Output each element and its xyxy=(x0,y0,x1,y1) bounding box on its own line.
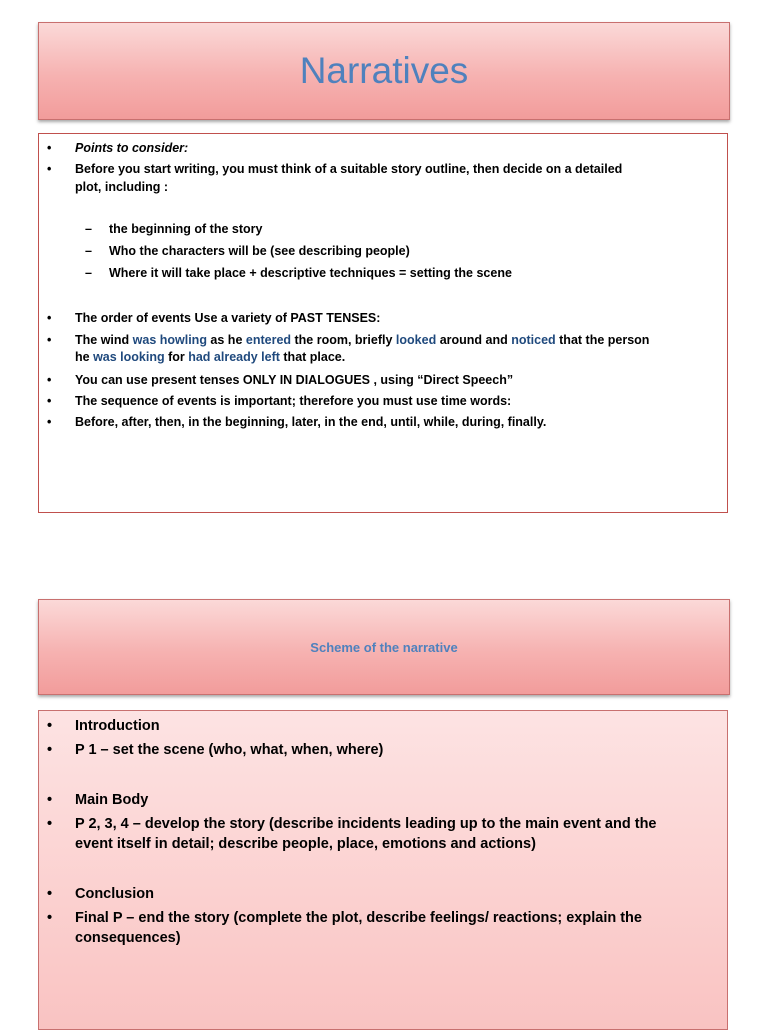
final-paragraph-line-2: consequences) xyxy=(75,930,181,946)
example-text: as he xyxy=(206,333,246,347)
example-text: the room, briefly xyxy=(291,333,396,347)
scheme-banner xyxy=(38,599,730,695)
paragraph-1: P 1 – set the scene (who, what, when, where) xyxy=(75,742,384,758)
present-tense-note: You can use present tenses ONLY IN DIALOGUES , using “Direct Speech” xyxy=(75,373,514,387)
bullet: • xyxy=(47,415,52,429)
order-of-events: The order of events Use a variety of PAST TENSES: xyxy=(75,311,381,325)
title-banner xyxy=(38,22,730,120)
bullet: • xyxy=(47,816,53,832)
example-text: The wind xyxy=(75,333,133,347)
page-title: Narratives xyxy=(299,50,469,91)
bullet: • xyxy=(47,394,52,408)
bullet: • xyxy=(47,910,53,926)
bullet: • xyxy=(47,718,53,734)
highlighted-verb: was howling xyxy=(132,333,207,347)
highlighted-verb: entered xyxy=(245,333,292,347)
dash: – xyxy=(85,222,92,236)
time-words: Before, after, then, in the beginning, later, in the end, until, while, during, finally. xyxy=(75,415,547,429)
paragraphs-2-4-line-2: event itself in detail; describe people, place, emotions and actions) xyxy=(75,836,536,852)
example-text: that place. xyxy=(279,350,346,364)
final-paragraph-line-1: Final P – end the story (complete the plot, describe feelings/ reactions; explain the xyxy=(75,910,642,926)
highlighted-verb: had already left xyxy=(188,350,280,364)
bullet: • xyxy=(47,373,52,387)
bullet: • xyxy=(47,792,53,808)
intro-line-1: Before you start writing, you must think of a suitable story outline, then decide on a detailed xyxy=(75,162,623,176)
conclusion-label: Conclusion xyxy=(75,886,154,902)
bullet: • xyxy=(47,886,53,902)
bullet: • xyxy=(47,333,52,347)
main-body-label: Main Body xyxy=(75,792,149,808)
sub-item-text: Where it will take place + descriptive techniques = setting the scene xyxy=(109,266,512,280)
intro-line-2: plot, including : xyxy=(75,180,169,194)
example-text: he xyxy=(75,350,94,364)
bullet: • xyxy=(47,162,52,176)
example-text: around and xyxy=(436,333,512,347)
example-text: that the person xyxy=(555,333,650,347)
dash: – xyxy=(85,266,92,280)
paragraphs-2-4-line-1: P 2, 3, 4 – develop the story (describe incidents leading up to the main event and the xyxy=(75,816,657,832)
sub-item-text: the beginning of the story xyxy=(109,222,263,236)
scheme-panel xyxy=(38,710,728,1030)
points-header: Points to consider: xyxy=(75,141,189,155)
highlighted-verb: looked xyxy=(395,333,437,347)
introduction-label: Introduction xyxy=(75,718,160,734)
highlighted-verb: was looking xyxy=(93,350,165,364)
sequence-note: The sequence of events is important; therefore you must use time words: xyxy=(75,394,512,408)
example-line-1 xyxy=(75,332,719,349)
example-line-2 xyxy=(75,349,719,366)
dash: – xyxy=(85,244,92,258)
example-text: for xyxy=(164,350,189,364)
bullet: • xyxy=(47,742,53,758)
bullet: • xyxy=(47,311,52,325)
scheme-title: Scheme of the narrative xyxy=(310,639,458,655)
sub-item-text: Who the characters will be (see describing people) xyxy=(109,244,410,258)
points-panel xyxy=(38,133,728,513)
highlighted-verb: noticed xyxy=(511,333,556,347)
bullet: • xyxy=(47,141,52,155)
